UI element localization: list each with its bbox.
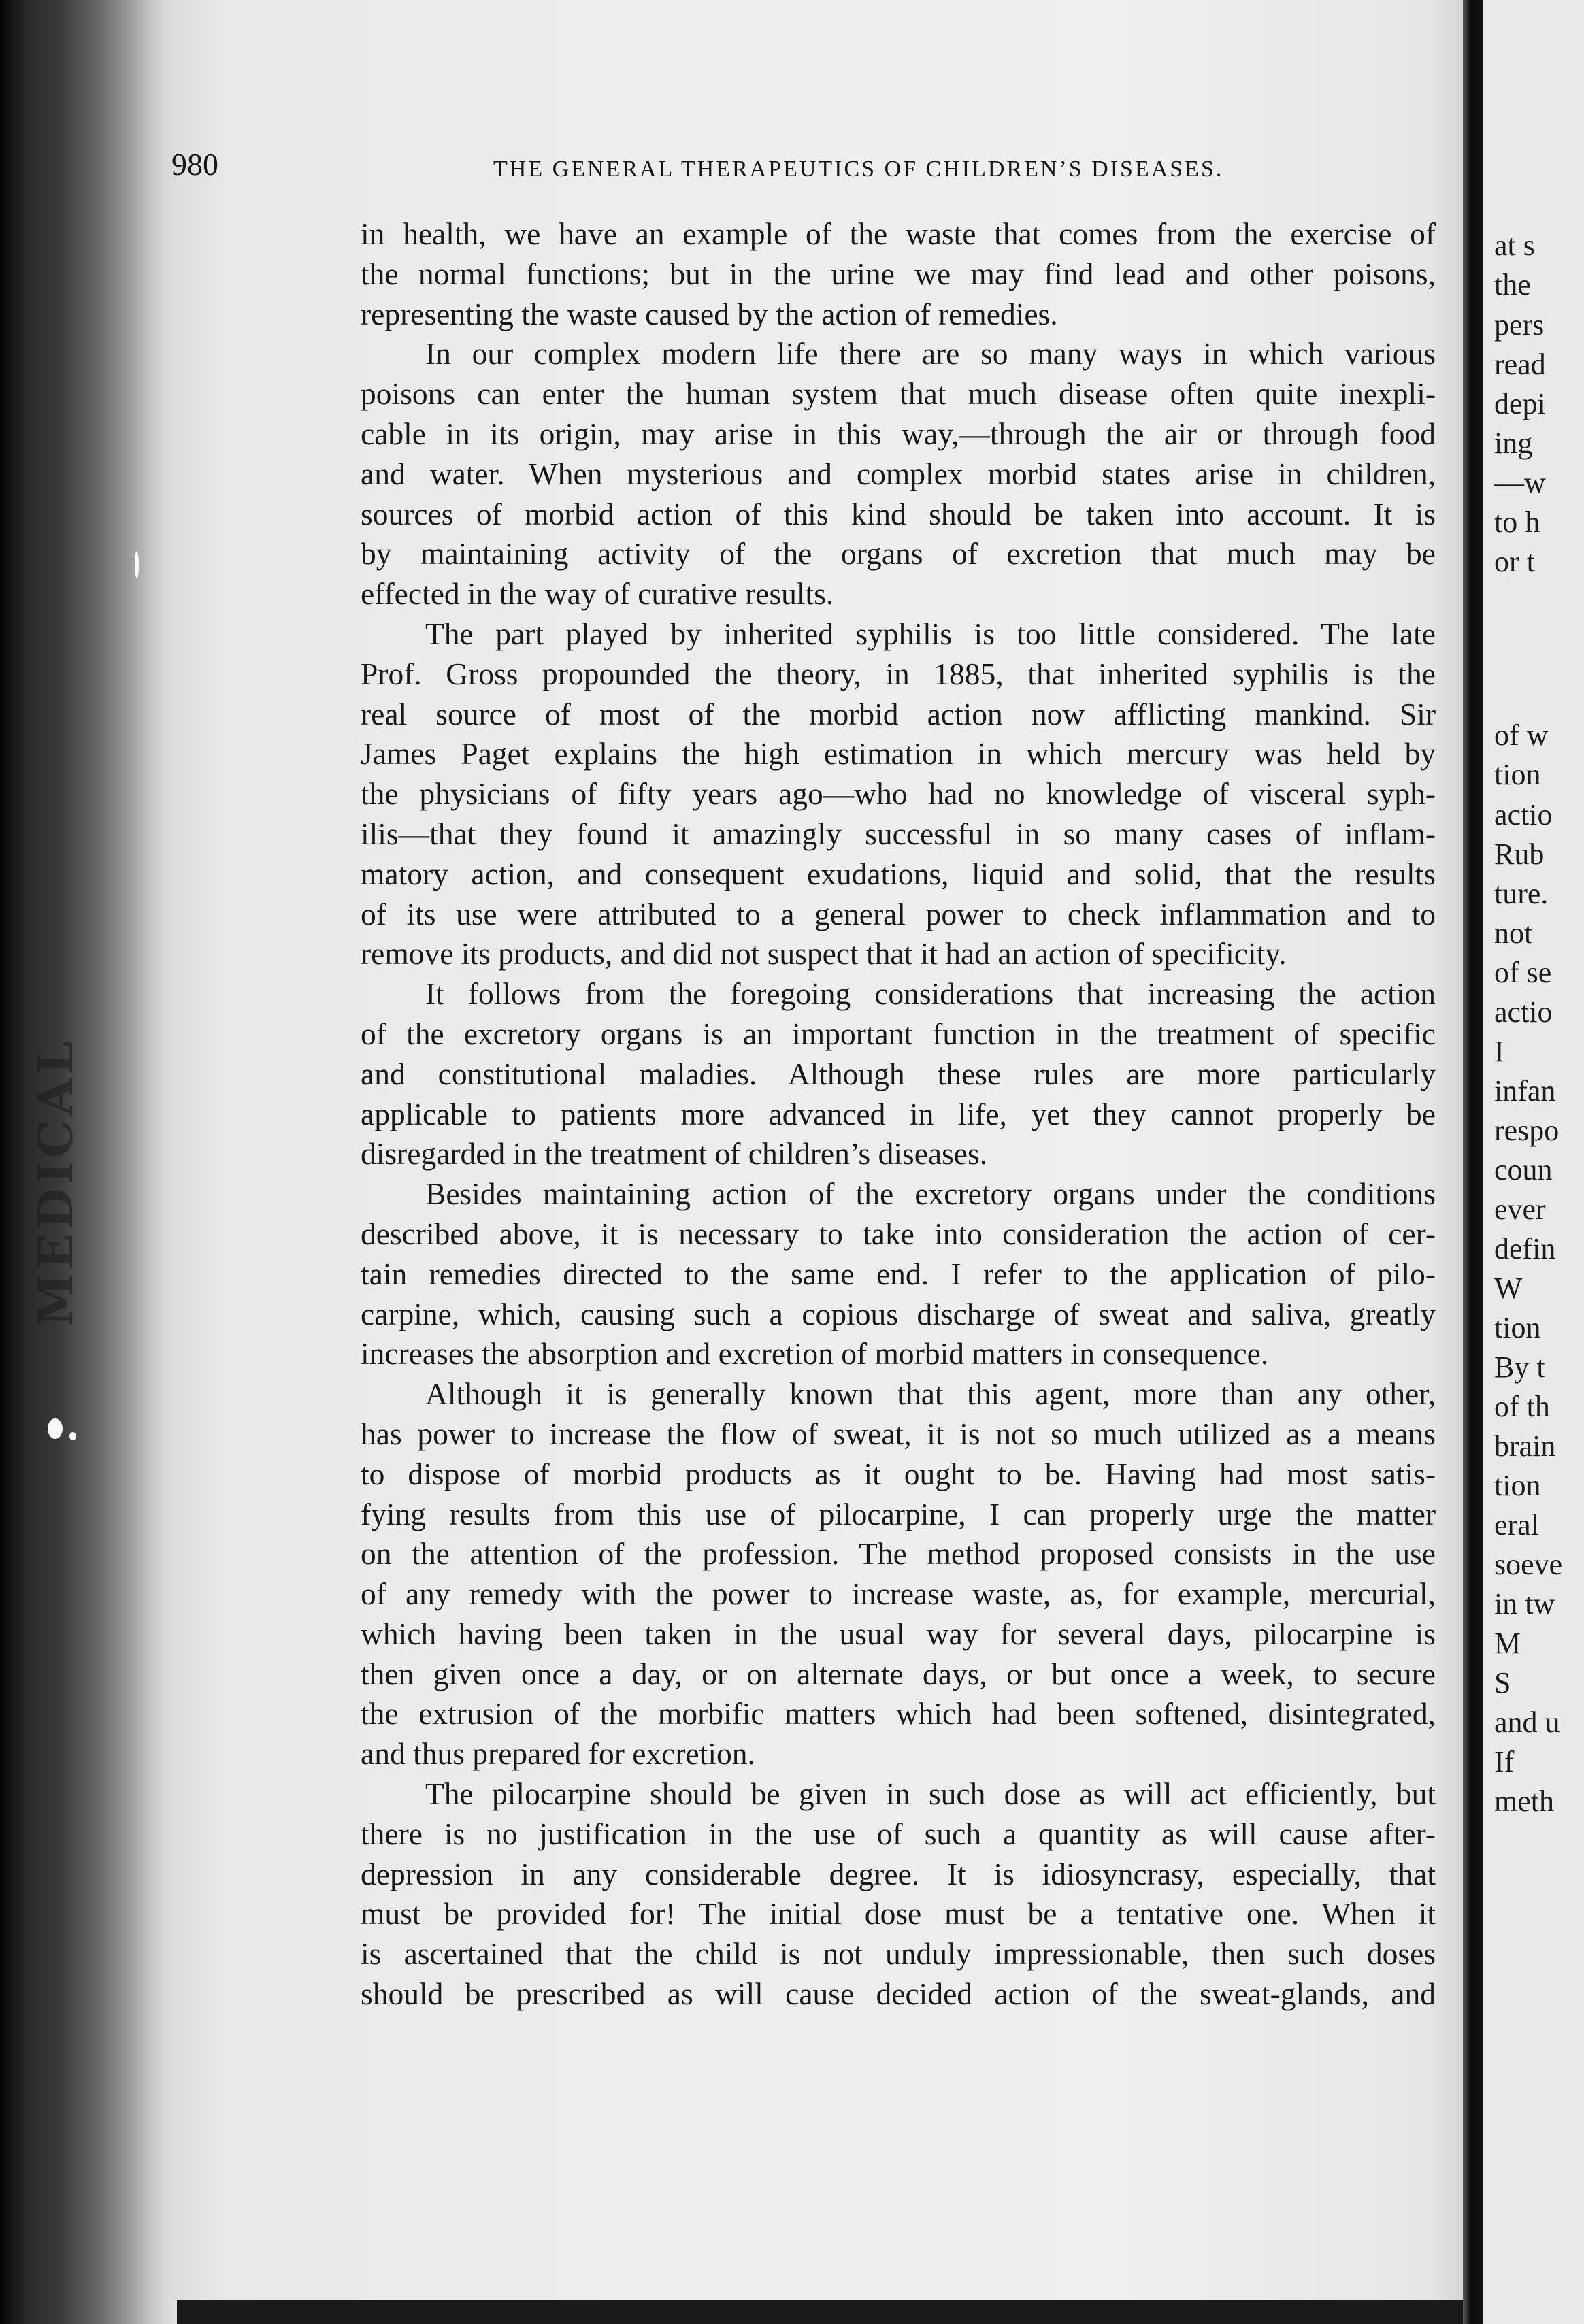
facing-text-fragment: W bbox=[1494, 1272, 1523, 1305]
text-line: fying results from this use of pilocarpine, I can properly urge the matter bbox=[361, 1496, 1436, 1531]
text-line: in health, we have an example of the waste that comes from the exercise of bbox=[361, 216, 1436, 251]
text-line: remove its products, and did not suspect that it had an action of specificity. bbox=[361, 936, 1287, 972]
facing-text-fragment: of w bbox=[1494, 718, 1549, 752]
text-line: is ascertained that the child is not unduly impressionable, then such doses bbox=[361, 1936, 1436, 1972]
facing-text-fragment: to h bbox=[1494, 505, 1540, 539]
facing-text-fragment: eral bbox=[1494, 1508, 1539, 1542]
text-line: the extrusion of the morbific matters which had been softened, disintegrated, bbox=[361, 1696, 1436, 1731]
facing-page-text bbox=[1483, 0, 1584, 2324]
facing-text-fragment: ture. bbox=[1494, 877, 1549, 910]
page-number: 980 bbox=[171, 147, 218, 182]
text-line: the physicians of fifty years ago—who had no knowledge of visceral syph- bbox=[361, 776, 1436, 812]
text-line: representing the waste caused by the action of remedies. bbox=[361, 296, 1058, 331]
text-line: The part played by inherited syphilis is too little considered. The late bbox=[425, 616, 1436, 651]
page-fold-shadow bbox=[1463, 0, 1483, 2324]
facing-text-fragment: S bbox=[1494, 1666, 1511, 1699]
facing-text-fragment: soeve bbox=[1494, 1548, 1563, 1581]
facing-text-fragment: tion bbox=[1494, 758, 1541, 791]
facing-text-fragment: depi bbox=[1494, 387, 1546, 420]
facing-text-fragment: of th bbox=[1494, 1390, 1550, 1423]
text-line: Besides maintaining action of the excretory organs under the conditions bbox=[425, 1176, 1436, 1212]
facing-text-fragment: defin bbox=[1494, 1232, 1556, 1265]
text-line: and constitutional maladies. Although these rules are more particularly bbox=[361, 1056, 1436, 1091]
book-gutter bbox=[0, 0, 177, 2324]
text-line: In our complex modern life there are so many ways in which various bbox=[425, 336, 1436, 371]
text-line: poisons can enter the human system that much disease often quite inexpli- bbox=[361, 376, 1436, 412]
text-line: sources of morbid action of this kind should be taken into account. It is bbox=[361, 496, 1436, 531]
text-line: then given once a day, or on alternate days, or but once a week, to secure bbox=[361, 1656, 1436, 1691]
text-line: there is no justification in the use of such a quantity as will cause after- bbox=[361, 1816, 1436, 1851]
text-line: should be prescribed as will cause decided action of the sweat-glands, and bbox=[361, 1976, 1436, 2012]
text-line: It follows from the foregoing considerations that increasing the action bbox=[425, 976, 1436, 1012]
facing-text-fragment: pers bbox=[1494, 308, 1545, 342]
text-line: of any remedy with the power to increase waste, as, for example, mercurial, bbox=[361, 1576, 1436, 1612]
text-line: matory action, and consequent exudations, liquid and solid, that the results bbox=[361, 856, 1436, 891]
facing-text-fragment: the bbox=[1494, 268, 1531, 301]
facing-text-fragment: M bbox=[1494, 1627, 1521, 1660]
text-line: which having been taken in the usual way for several days, pilocarpine is bbox=[361, 1616, 1436, 1651]
text-line: must be provided for! The initial dose must be a tentative one. When it bbox=[361, 1896, 1436, 1931]
text-line: of the excretory organs is an important function in the treatment of specific bbox=[361, 1016, 1436, 1051]
text-line: the normal functions; but in the urine we may find lead and other poisons, bbox=[361, 256, 1436, 291]
text-line: effected in the way of curative results. bbox=[361, 576, 834, 612]
text-line: carpine, which, causing such a copious discharge of sweat and saliva, greatly bbox=[361, 1296, 1436, 1331]
text-line: on the attention of the profession. The method proposed consists in the use bbox=[361, 1536, 1436, 1572]
spine-label: MEDICAL bbox=[27, 1037, 84, 1327]
facing-text-fragment: tion bbox=[1494, 1469, 1541, 1502]
text-line: ilis—that they found it amazingly successful in so many cases of inflam- bbox=[361, 816, 1436, 851]
facing-text-fragment: or t bbox=[1494, 545, 1535, 578]
facing-text-fragment: Rub bbox=[1494, 837, 1545, 871]
facing-text-fragment: and u bbox=[1494, 1706, 1560, 1739]
facing-text-fragment: brain bbox=[1494, 1429, 1556, 1463]
facing-text-fragment: read bbox=[1494, 348, 1546, 381]
facing-text-fragment: ever bbox=[1494, 1193, 1546, 1226]
facing-text-fragment: coun bbox=[1494, 1153, 1553, 1186]
text-line: Prof. Gross propounded the theory, in 1885, that inherited syphilis is the bbox=[361, 656, 1436, 691]
text-line: disregarded in the treatment of children’s diseases. bbox=[361, 1136, 988, 1172]
text-line: real source of most of the morbid action now afflicting mankind. Sir bbox=[361, 696, 1436, 731]
text-line: tain remedies directed to the same end. I refer to the application of pilo- bbox=[361, 1256, 1436, 1291]
text-line: applicable to patients more advanced in life, yet they cannot properly be bbox=[361, 1096, 1436, 1131]
scan-speck bbox=[135, 551, 139, 578]
facing-text-fragment: meth bbox=[1494, 1784, 1554, 1818]
facing-text-fragment: ing bbox=[1494, 427, 1533, 460]
facing-text-fragment: not bbox=[1494, 916, 1533, 950]
facing-page bbox=[1483, 0, 1584, 2324]
scan-speck bbox=[69, 1432, 76, 1440]
text-line: to dispose of morbid products as it ought to be. Having had most satis- bbox=[361, 1456, 1436, 1491]
facing-text-fragment: respo bbox=[1494, 1114, 1560, 1147]
facing-text-fragment: I bbox=[1494, 1035, 1504, 1068]
facing-text-fragment: tion bbox=[1494, 1311, 1541, 1344]
facing-text-fragment: actio bbox=[1494, 995, 1553, 1029]
facing-text-fragment: in tw bbox=[1494, 1587, 1555, 1621]
text-line: of its use were attributed to a general power to check inflammation and to bbox=[361, 896, 1436, 931]
text-line: and thus prepared for excretion. bbox=[361, 1736, 755, 1772]
running-header: THE GENERAL THERAPEUTICS OF CHILDREN’S DISEASES. bbox=[493, 156, 1224, 182]
facing-text-fragment: actio bbox=[1494, 798, 1553, 831]
text-line: The pilocarpine should be given in such dose as will act efficiently, but bbox=[425, 1776, 1436, 1812]
scan-speck bbox=[48, 1418, 63, 1439]
facing-text-fragment: infan bbox=[1494, 1074, 1556, 1108]
text-line: has power to increase the flow of sweat, it is not so much utilized as a means bbox=[361, 1416, 1436, 1451]
page-body bbox=[361, 214, 1436, 2014]
text-line: Although it is generally known that this agent, more than any other, bbox=[425, 1376, 1436, 1412]
text-line: depression in any considerable degree. It is idiosyncrasy, especially, that bbox=[361, 1856, 1436, 1891]
text-line: James Paget explains the high estimation in which mercury was held by bbox=[361, 736, 1436, 771]
facing-text-fragment: at s bbox=[1494, 229, 1535, 262]
facing-text-fragment: By t bbox=[1494, 1350, 1545, 1384]
facing-text-fragment: —w bbox=[1494, 466, 1546, 499]
text-line: by maintaining activity of the organs of excretion that much may be bbox=[361, 536, 1436, 571]
text-line: cable in its origin, may arise in this way,—through the air or through food bbox=[361, 416, 1436, 451]
text-line: increases the absorption and excretion of morbid matters in consequence. bbox=[361, 1336, 1269, 1372]
facing-text-fragment: of se bbox=[1494, 956, 1552, 989]
text-line: described above, it is necessary to take into consideration the action of cer- bbox=[361, 1216, 1436, 1251]
text-line: and water. When mysterious and complex morbid states arise in children, bbox=[361, 456, 1436, 491]
facing-text-fragment: If bbox=[1494, 1745, 1515, 1778]
